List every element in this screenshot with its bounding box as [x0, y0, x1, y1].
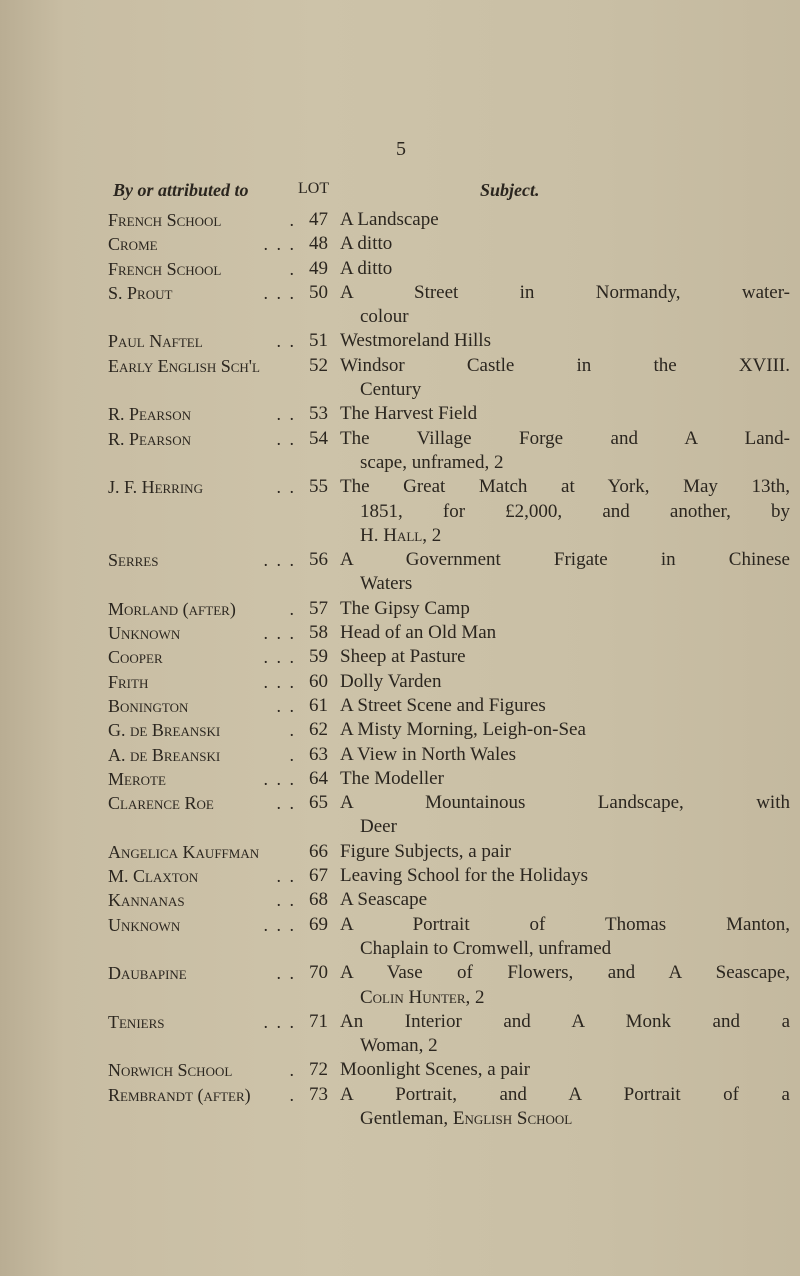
artist-column: [108, 232, 296, 256]
subject-segment: , 2: [422, 524, 442, 546]
catalogue-entry: [0, 354, 800, 403]
artist-name: R. Pearson: [108, 404, 192, 425]
catalogue-entries: [0, 208, 800, 1131]
subject-segment: A Misty Morning, Leigh-on-Sea: [340, 719, 586, 741]
artist-name: Daubapine: [108, 963, 187, 984]
subject-line: [340, 1034, 790, 1058]
subject-line: [340, 208, 790, 232]
artist-name: Frith: [108, 671, 149, 692]
subject-line: [340, 475, 790, 499]
catalogue-entry: [0, 767, 800, 791]
subject-text: [340, 694, 790, 718]
artist-name: M. Claxton: [108, 866, 199, 887]
subject-line: [340, 718, 790, 742]
header-subject: Subject.: [480, 180, 540, 200]
catalogue-entry: [0, 670, 800, 694]
artist-name: Clarence Roe: [108, 793, 214, 814]
catalogue-entry: [0, 621, 800, 645]
artist-column: [108, 402, 296, 426]
artist-column: [108, 864, 296, 888]
dot-leader: . .: [276, 331, 296, 352]
subject-segment: Colin Hunter: [360, 986, 466, 1008]
dot-leader: . .: [276, 793, 296, 814]
subject-segment: Chaplain to Cromwell, unframed: [360, 937, 612, 959]
artist-column: [108, 475, 296, 499]
subject-segment: Head of an Old Man: [340, 622, 497, 644]
artist-column: [108, 548, 296, 572]
lot-number: 60: [309, 670, 328, 692]
artist-column: [108, 888, 296, 912]
artist-name: Teniers: [108, 1011, 165, 1032]
lot-number: 55: [309, 476, 328, 498]
subject-segment: A Landscape: [340, 209, 439, 230]
header-attributed-to: By or attributed to: [113, 180, 249, 200]
artist-name: Merote: [108, 768, 166, 789]
subject-line: [340, 815, 790, 839]
catalogue-entry: [0, 329, 800, 353]
lot-number: 59: [309, 646, 328, 668]
catalogue-entry: [0, 791, 800, 840]
subject-segment: A Street in Normandy, water-: [340, 281, 790, 303]
subject-line: [340, 888, 790, 912]
subject-segment: The Modeller: [340, 767, 444, 789]
subject-line: [340, 670, 790, 694]
artist-name: Rembrandt (after): [108, 1084, 251, 1105]
artist-column: [108, 427, 296, 451]
artist-column: [108, 694, 296, 718]
subject-text: [340, 281, 790, 330]
subject-text: [340, 718, 790, 742]
artist-column: [108, 645, 296, 669]
subject-line: [340, 937, 790, 961]
subject-text: [340, 1058, 790, 1082]
subject-segment: A ditto: [340, 233, 393, 255]
dot-leader: . .: [276, 963, 296, 984]
lot-number: 58: [309, 622, 328, 644]
dot-leader: . .: [276, 404, 296, 425]
catalogue-entry: [0, 232, 800, 256]
subject-text: [340, 913, 790, 962]
catalogue-entry: [0, 1083, 800, 1132]
subject-segment: Waters: [360, 573, 413, 595]
subject-segment: Gentleman,: [360, 1107, 453, 1129]
subject-line: [340, 694, 790, 718]
subject-text: [340, 402, 790, 426]
dot-leader: . .: [276, 477, 296, 498]
subject-line: [340, 645, 790, 669]
catalogue-entry: [0, 718, 800, 742]
subject-segment: The Great Match at York, May 13th,: [340, 476, 790, 498]
artist-column: [108, 913, 296, 937]
subject-line: [340, 791, 790, 815]
artist-column: [108, 1058, 296, 1082]
catalogue-entry: [0, 281, 800, 330]
subject-text: [340, 548, 790, 597]
subject-segment: colour: [360, 306, 409, 328]
artist-column: [108, 621, 296, 645]
subject-line: [340, 1107, 790, 1131]
artist-name: Crome: [108, 234, 158, 255]
artist-column: [108, 743, 296, 767]
subject-segment: A ditto: [340, 257, 393, 279]
subject-segment: 1851, for £2,000, and another, by: [360, 500, 790, 522]
lot-number: 53: [309, 403, 328, 425]
subject-line: [340, 354, 790, 378]
catalogue-entry: [0, 475, 800, 548]
dot-leader: . . .: [263, 234, 296, 255]
lot-number: 62: [309, 719, 328, 741]
subject-line: [340, 767, 790, 791]
catalogue-entry: [0, 597, 800, 621]
subject-line: [340, 913, 790, 937]
artist-name: Bonington: [108, 695, 189, 716]
subject-segment: scape, unframed, 2: [360, 451, 504, 473]
lot-number: 63: [309, 743, 328, 765]
dot-leader: .: [289, 720, 296, 741]
catalogue-entry: [0, 694, 800, 718]
catalogue-entry: [0, 743, 800, 767]
subject-segment: English School: [452, 1107, 573, 1129]
subject-segment: A Mountainous Landscape, with: [340, 792, 790, 814]
subject-segment: A Seascape: [340, 889, 428, 911]
subject-line: [340, 232, 790, 256]
subject-text: [340, 597, 790, 621]
subject-line: [340, 1058, 790, 1082]
subject-segment: A View in North Wales: [340, 743, 517, 765]
lot-number: 61: [309, 694, 328, 716]
lot-number: 57: [309, 597, 328, 619]
lot-number: 50: [309, 281, 328, 303]
subject-line: [340, 840, 790, 864]
dot-leader: . . .: [263, 282, 296, 303]
subject-line: [340, 257, 790, 281]
subject-text: [340, 621, 790, 645]
subject-line: [340, 743, 790, 767]
lot-number: 47: [309, 209, 328, 230]
dot-leader: . . .: [263, 647, 296, 668]
artist-name: A. de Breanski: [108, 744, 221, 765]
catalogue-entry: [0, 257, 800, 281]
dot-leader: . . .: [263, 1011, 296, 1032]
subject-segment: A Vase of Flowers, and A Seascape,: [340, 962, 790, 984]
artist-name: Kannanas: [108, 890, 185, 911]
artist-column: [108, 329, 296, 353]
lot-number: 70: [309, 962, 328, 984]
catalogue-entry: [0, 645, 800, 669]
subject-text: [340, 645, 790, 669]
catalogue-entry: [0, 840, 800, 864]
artist-name: Cooper: [108, 647, 163, 668]
catalogue-entry: [0, 913, 800, 962]
subject-line: [340, 427, 790, 451]
artist-column: [108, 670, 296, 694]
subject-segment: A Portrait of Thomas Manton,: [340, 913, 790, 935]
dot-leader: . .: [276, 695, 296, 716]
subject-text: [340, 329, 790, 353]
lot-number: 49: [309, 257, 328, 279]
lot-number: 64: [309, 767, 328, 789]
artist-name: R. Pearson: [108, 428, 192, 449]
dot-leader: . . .: [263, 671, 296, 692]
artist-name: French School: [108, 210, 222, 230]
catalogue-entry: [0, 548, 800, 597]
artist-name: Morland (after): [108, 598, 236, 619]
subject-text: [340, 961, 790, 1010]
subject-text: [340, 232, 790, 256]
subject-line: [340, 524, 790, 548]
artist-name: J. F. Herring: [108, 477, 203, 498]
subject-segment: Leaving School for the Holidays: [340, 865, 589, 887]
subject-text: [340, 257, 790, 281]
lot-number: 72: [309, 1059, 328, 1081]
subject-text: [340, 475, 790, 548]
catalogue-entry: [0, 961, 800, 1010]
subject-segment: Deer: [360, 816, 397, 838]
subject-line: [340, 961, 790, 985]
artist-column: [108, 718, 296, 742]
subject-line: [340, 1010, 790, 1034]
dot-leader: .: [289, 598, 296, 619]
subject-text: [340, 354, 790, 403]
subject-text: [340, 888, 790, 912]
artist-name: Angelica Kauffman: [108, 841, 260, 862]
artist-name: Norwich School: [108, 1060, 233, 1081]
catalogue-entry: [0, 402, 800, 426]
artist-column: [108, 281, 296, 305]
subject-line: [340, 621, 790, 645]
subject-text: [340, 743, 790, 767]
lot-number: 68: [309, 889, 328, 911]
artist-column: [108, 840, 296, 864]
subject-text: [340, 670, 790, 694]
subject-segment: A Street Scene and Figures: [340, 694, 546, 716]
subject-line: [340, 329, 790, 353]
page-number: 5: [396, 138, 406, 160]
subject-segment: A Government Frigate in Chinese: [340, 549, 790, 571]
dot-leader: . . .: [263, 550, 296, 571]
catalogue-entry: [0, 888, 800, 912]
dot-leader: . . .: [263, 914, 296, 935]
catalogue-entry: [0, 864, 800, 888]
subject-segment: Century: [360, 379, 422, 401]
subject-line: [340, 864, 790, 888]
lot-number: 54: [309, 427, 328, 449]
artist-name: G. de Breanski: [108, 720, 221, 741]
dot-leader: .: [289, 258, 296, 279]
lot-number: 52: [309, 354, 328, 376]
artist-name: Early English Sch'l: [108, 355, 260, 376]
subject-line: [340, 281, 790, 305]
artist-name: Paul Naftel: [108, 331, 203, 352]
subject-text: [340, 767, 790, 791]
catalogue-entry: [0, 427, 800, 476]
subject-segment: H. Hall: [360, 524, 423, 546]
artist-column: [108, 208, 296, 232]
subject-segment: Moonlight Scenes, a pair: [340, 1059, 530, 1081]
dot-leader: . .: [276, 890, 296, 911]
subject-segment: The Harvest Field: [340, 403, 478, 425]
subject-line: [340, 378, 790, 402]
subject-line: [340, 305, 790, 329]
artist-name: Serres: [108, 550, 159, 571]
header-lot: LOT: [298, 180, 330, 197]
catalogue-entry: [0, 208, 800, 232]
subject-text: [340, 1010, 790, 1059]
catalogue-entry: [0, 1058, 800, 1082]
subject-segment: The Gipsy Camp: [340, 597, 470, 619]
subject-segment: A Portrait, and A Portrait of a: [340, 1083, 790, 1105]
lot-number: 69: [309, 913, 328, 935]
subject-segment: An Interior and A Monk and a: [340, 1010, 790, 1032]
dot-leader: . .: [276, 866, 296, 887]
subject-segment: Figure Subjects, a pair: [340, 840, 511, 862]
subject-line: [340, 451, 790, 475]
subject-text: [340, 1083, 790, 1132]
subject-text: [340, 791, 790, 840]
catalogue-entry: [0, 1010, 800, 1059]
artist-column: [108, 597, 296, 621]
artist-column: [108, 767, 296, 791]
dot-leader: . . .: [263, 768, 296, 789]
subject-segment: Woman, 2: [360, 1035, 438, 1057]
dot-leader: .: [289, 1084, 296, 1105]
subject-segment: Sheep at Pasture: [340, 646, 466, 668]
lot-number: 73: [309, 1083, 328, 1105]
dot-leader: .: [289, 1060, 296, 1081]
lot-number: 71: [309, 1010, 328, 1032]
subject-line: [340, 1083, 790, 1107]
subject-line: [340, 548, 790, 572]
lot-number: 65: [309, 792, 328, 814]
subject-segment: Westmoreland Hills: [340, 330, 491, 352]
dot-leader: .: [289, 210, 296, 230]
dot-leader: .: [289, 744, 296, 765]
lot-number: 51: [309, 330, 328, 352]
subject-segment: Dolly Varden: [340, 670, 442, 692]
lot-number: 56: [309, 549, 328, 571]
artist-column: [108, 961, 296, 985]
artist-name: French School: [108, 258, 222, 279]
lot-number: 48: [309, 233, 328, 255]
dot-leader: . .: [276, 428, 296, 449]
lot-number: 67: [309, 865, 328, 887]
subject-line: [340, 986, 790, 1010]
artist-column: [108, 1010, 296, 1034]
artist-column: [108, 1083, 296, 1107]
subject-text: [340, 208, 790, 232]
subject-segment: Windsor Castle in the XVIII.: [340, 354, 790, 376]
subject-line: [340, 500, 790, 524]
subject-text: [340, 840, 790, 864]
subject-text: [340, 864, 790, 888]
subject-segment: The Village Forge and A Land-: [340, 427, 790, 449]
dot-leader: . . .: [263, 623, 296, 644]
artist-column: [108, 257, 296, 281]
artist-name: Unknown: [108, 623, 181, 644]
subject-text: [340, 427, 790, 476]
subject-line: [340, 572, 790, 596]
artist-column: [108, 354, 296, 378]
artist-name: Unknown: [108, 914, 181, 935]
subject-line: [340, 402, 790, 426]
subject-line: [340, 597, 790, 621]
artist-name: S. Prout: [108, 282, 173, 303]
column-headers: [0, 180, 800, 206]
subject-segment: , 2: [465, 986, 485, 1008]
lot-number: 66: [309, 840, 328, 862]
artist-column: [108, 791, 296, 815]
